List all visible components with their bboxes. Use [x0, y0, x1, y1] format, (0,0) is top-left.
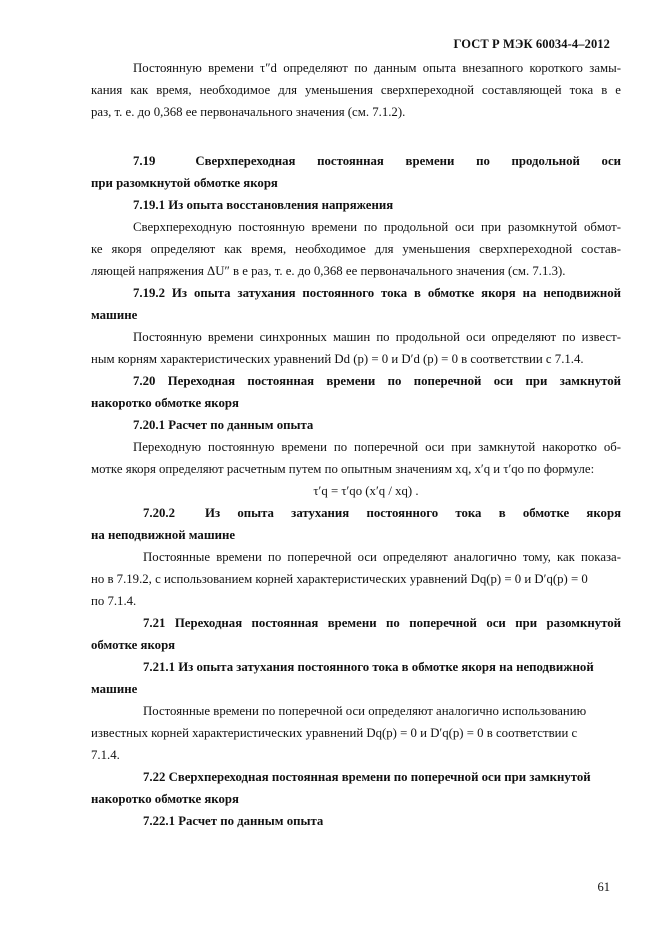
- paragraph-line: Постоянные времени по поперечной оси определяют аналогично использованию: [143, 704, 587, 718]
- paragraph-line: 7.1.4.: [91, 748, 120, 762]
- paragraph-line: Переходную постоянную времени по поперечной оси при замкнутой накоротко об-: [133, 440, 621, 454]
- paragraph-line: ным корням характеристических уравнений Dd (p) = 0 и D′d (p) = 0 в соответствии с 7.1.4.: [91, 352, 584, 366]
- formula: τ′q = τ′qo (x′q / xq) .: [313, 484, 419, 498]
- subsection-heading: 7.20.1 Расчет по данным опыта: [133, 418, 314, 432]
- paragraph-line: кания как время, необходимое для уменьшения сверхпереходной составляющей тока в e: [91, 83, 621, 97]
- subsection-heading-cont: машине: [91, 308, 138, 322]
- subsection-heading: 7.19.2 Из опыта затухания постоянного тока в обмотке якоря на неподвижной: [133, 286, 621, 300]
- paragraph-line: по 7.1.4.: [91, 594, 137, 608]
- section-heading: 7.22 Сверхпереходная постоянная времени по поперечной оси при замкнутой: [143, 770, 591, 784]
- subsection-heading: 7.21.1 Из опыта затухания постоянного тока в обмотке якоря на неподвижной: [143, 660, 594, 674]
- paragraph-line: ляющей напряжения ΔU″ в e раз, т. е. до 0,368 ее первоначального значения (см. 7.1.3).: [91, 264, 566, 278]
- page-number: 61: [597, 880, 610, 894]
- section-number: 7.19: [133, 154, 156, 168]
- document-body: [91, 57, 621, 832]
- paragraph-line: Постоянную времени τ″d определяют по данным опыта внезапного короткого замы-: [133, 61, 621, 75]
- paragraph-line: ке якоря определяют как время, необходимое для уменьшения сверхпереходной состав-: [91, 242, 621, 256]
- section-heading: 7.21 Переходная постоянная времени по поперечной оси при разомкнутой: [143, 616, 621, 630]
- section-heading-cont: обмотке якоря: [91, 638, 176, 652]
- section-heading: [91, 150, 621, 172]
- subsection-heading: 7.22.1 Расчет по данным опыта: [143, 814, 324, 828]
- paragraph-line: мотке якоря определяют расчетным путем по опытным значениям xq, x′q и τ′qo по формуле:: [91, 462, 595, 476]
- paragraph-line: но в 7.19.2, с использованием корней характеристических уравнений Dq(p) = 0 и D′q(p) = 0: [91, 572, 588, 586]
- subsection-heading-cont: на неподвижной машине: [91, 528, 236, 542]
- paragraph-line: Сверхпереходную постоянную времени по продольной оси при разомкнутой обмот-: [133, 220, 621, 234]
- standard-header: ГОСТ Р МЭК 60034-4–2012: [453, 37, 610, 51]
- section-heading-cont: накоротко обмотке якоря: [91, 396, 239, 410]
- section-heading-cont: при разомкнутой обмотке якоря: [91, 176, 278, 190]
- subsection-heading: 7.19.1 Из опыта восстановления напряжения: [133, 198, 394, 212]
- subsection-heading: [91, 502, 621, 524]
- subsection-number: 7.20.2: [143, 506, 175, 520]
- paragraph-line: Постоянные времени по поперечной оси определяют аналогично тому, как показа-: [143, 550, 621, 564]
- paragraph-line: известных корней характеристических уравнений Dq(p) = 0 и D′q(p) = 0 в соответствии с: [91, 726, 578, 740]
- section-heading: 7.20 Переходная постоянная времени по поперечной оси при замкнутой: [133, 374, 621, 388]
- section-heading-cont: накоротко обмотке якоря: [91, 792, 239, 806]
- paragraph-line: Постоянную времени синхронных машин по продольной оси определяют по извест-: [133, 330, 621, 344]
- paragraph-line: раз, т. е. до 0,368 ее первоначального значения (см. 7.1.2).: [91, 105, 406, 119]
- section-title: Сверхпереходная постоянная времени по продольной оси: [195, 154, 621, 168]
- subsection-heading-cont: машине: [91, 682, 138, 696]
- subsection-title: Из опыта затухания постоянного тока в обмотке якоря: [205, 506, 621, 520]
